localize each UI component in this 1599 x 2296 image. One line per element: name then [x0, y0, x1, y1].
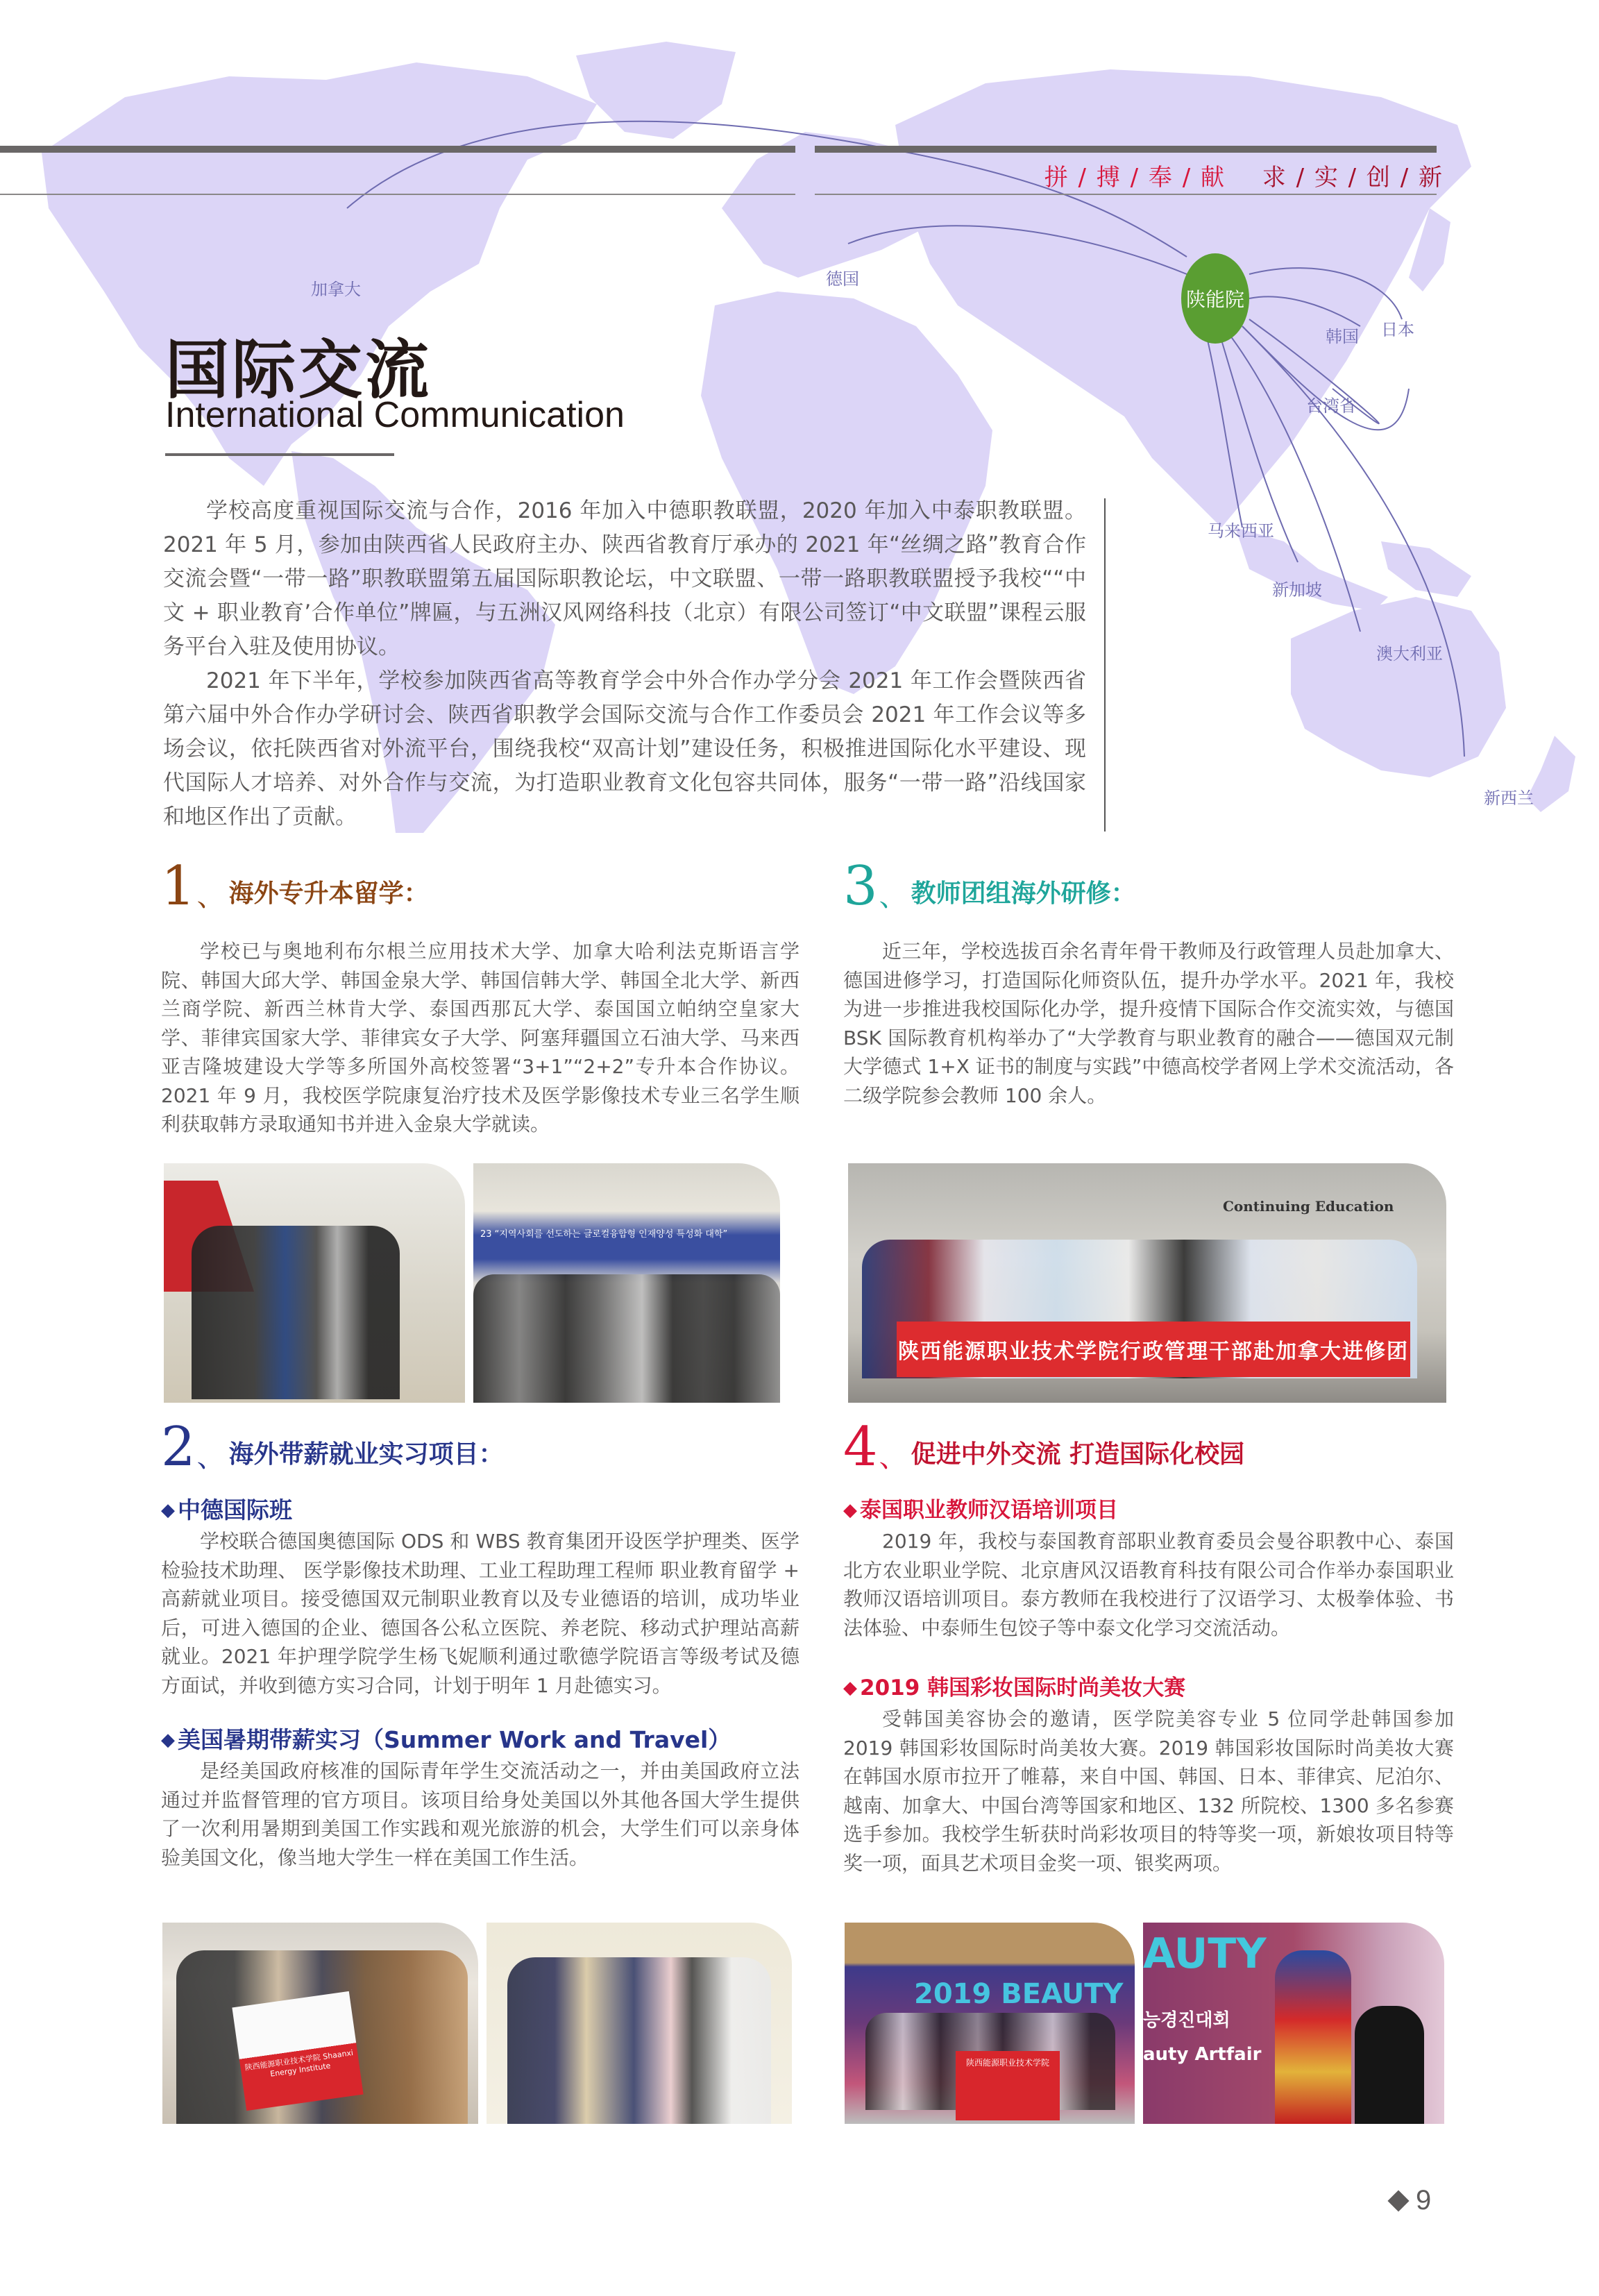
- map-label-new-zealand: 新西兰: [1484, 788, 1534, 808]
- section-1-paragraph: 学校已与奥地利布尔根兰应用技术大学、加拿大哈利法克斯语言学院、韩国大邱大学、韩国金泉大学、韩国信韩大学、韩国全北大学、新西兰商学院、新西兰林肯大学、泰国西那瓦大学、泰国国立帕纳空皇家大学、菲律宾国家大学、菲律宾女子大学、阿塞拜疆国立石油大学、马来西亚吉隆坡建设大学等多所国外高校签署“3+1”“2+2”专升本合作协议。2021 年 9 月，我校医学院康复治疗技术及医学影像技术专业三名学生顺利获取韩方录取通知书并进入金泉大学就读。: [161, 940, 800, 1136]
- subsection-sino-german-class: [161, 1494, 800, 1527]
- section-3-body: [843, 937, 1454, 1110]
- subsection-1-body: [161, 1527, 800, 1700]
- diamond-bullet-icon: ◆: [843, 1678, 857, 1698]
- photo-banner: 陕西能源职业技术学院行政管理干部赴加拿大进修团: [897, 1322, 1410, 1377]
- school-motto: [1044, 158, 1444, 192]
- subsection-thai-teacher-training: [843, 1494, 1454, 1527]
- photo-korea-university: [473, 1163, 780, 1403]
- photo-student-makeup-artist: [1355, 2006, 1424, 2124]
- subsection-2-body: [161, 1757, 800, 1872]
- diamond-bullet-icon: ◆: [843, 1500, 857, 1521]
- map-label-korea: 韩国: [1326, 327, 1359, 346]
- photo-people-group: [473, 1274, 780, 1403]
- photo-backdrop-text: AUTY: [1143, 1930, 1267, 1978]
- intro-paragraph: 2021 年下半年，学校参加陕西省高等教育学会中外合作办学分会 2021 年工作会暨陕西省第六届中外合作办学研讨会、陕西省职教学会国际交流与合作工作委员会 2021 年工作会议等多场会议，依托陕西省对外流平台，围绕我校“双高计划”建设任务，积极推进国际化水平建设、现代国际人才培养、对外合作与交流，为打造职业教育文化包容共同体，服务“一带一路”沿线国家和地区作出了贡献。: [163, 668, 1086, 829]
- map-label-singapore: 新加坡: [1272, 580, 1322, 600]
- subsection-2-body: [843, 1705, 1454, 1877]
- section-1-heading: [161, 855, 800, 918]
- heading-separator: 、: [879, 1442, 907, 1474]
- motto-right: 求 / 实 / 创 / 新: [1262, 164, 1444, 192]
- page-title-en: International Communication: [165, 395, 625, 435]
- section-4-heading: [843, 1416, 1454, 1478]
- photo-people-group: [507, 1957, 771, 2124]
- section-number: 4: [843, 1416, 878, 1478]
- section-3-photos: [848, 1163, 1446, 1403]
- map-label-germany: 德国: [826, 269, 859, 289]
- heading-separator: 、: [196, 881, 225, 913]
- motto-left: 拼 / 搏 / 奉 / 献: [1044, 164, 1226, 192]
- photo-backdrop-korean: 능경진대회: [1143, 2010, 1230, 2031]
- page-number-value: 9: [1416, 2185, 1432, 2215]
- section-3-heading: [843, 855, 1454, 918]
- heading-separator: 、: [196, 1442, 225, 1474]
- section-4-photos: [845, 1923, 1444, 2124]
- section-3: [843, 855, 1454, 1110]
- page-number: [1391, 2185, 1431, 2216]
- photo-students-with-teachers: [487, 1923, 792, 2124]
- photo-building-sign: Continuing Education: [1223, 1198, 1394, 1215]
- photo-backdrop-artfair: auty Artfair: [1143, 2044, 1262, 2065]
- photo-banner: 陕西能源职业技术学院: [956, 2051, 1060, 2120]
- photo-airport-students: [162, 1923, 478, 2124]
- subsection-title: 泰国职业教师汉语培训项目: [860, 1498, 1118, 1523]
- section-1-body: [161, 937, 800, 1139]
- header-thin-rule-right: [815, 194, 1437, 195]
- photo-sign-text: 23 “지역사회를 선도하는 글로컬융합형 인재양성 특성화 대학”: [480, 1229, 728, 1240]
- map-label-japan: 日本: [1381, 320, 1414, 339]
- flag-text: 陕西能源职业技术学院 Shaanxi Energy Institute: [244, 2048, 354, 2079]
- photo-canada-delegation: [848, 1163, 1446, 1403]
- photo-beauty-award: [845, 1923, 1135, 2124]
- intro-text: [163, 494, 1086, 834]
- section-2-heading: [161, 1416, 800, 1478]
- subsection-title: 美国暑期带薪实习（Summer Work and Travel）: [178, 1726, 731, 1753]
- section-2-photos: [162, 1923, 792, 2124]
- section-1-photos: [164, 1163, 780, 1403]
- header-rule-right: [815, 146, 1437, 153]
- subsection-2-paragraph: 是经美国政府核准的国际青年学生交流活动之一，并由美国政府立法通过并监督管理的官方项目。该项目给身处美国以外其他各国大学生提供了一次利用暑期到美国工作实践和观光旅游的机会，大学生们可以亲身体验美国文化，像当地大学生一样在美国工作生活。: [161, 1759, 800, 1869]
- section-1: [161, 855, 800, 1139]
- diamond-bullet-icon: ◆: [161, 1500, 175, 1521]
- page-title-cn: 国际交流: [165, 333, 432, 407]
- map-label-australia: 澳大利亚: [1376, 644, 1443, 664]
- heading-separator: 、: [879, 881, 907, 913]
- header-rule-left: [0, 146, 795, 153]
- diamond-bullet-icon: ◆: [161, 1730, 175, 1750]
- subsection-1-body: [843, 1527, 1454, 1642]
- photo-costume-model: [1275, 1950, 1351, 2124]
- photo-people-group: [192, 1226, 400, 1399]
- map-label-malaysia: 马来西亚: [1208, 521, 1274, 541]
- section-3-paragraph: 近三年，学校选拔百余名青年骨干教师及行政管理人员赴加拿大、德国进修学习，打造国际化师资队伍，提升办学水平。2021 年，我校为进一步推进我校国际化办学，提升疫情下国际合作交流实效，与德国 BSK 国际教育机构举办了“大学教育与职业教育的融合——德国双元制大学德式 1+X 证书的制度与实践”中德高校学者网上学术交流活动，各二级学院参会教师 100 余人。: [843, 940, 1454, 1107]
- section-4: [843, 1416, 1454, 1877]
- title-underline: [165, 453, 394, 456]
- subsection-1-paragraph: 学校联合德国奥德国际 ODS 和 WBS 教育集团开设医学护理类、医学检验技术助理、 医学影像技术助理、工业工程助理工程师 职业教育留学 + 高薪就业项目。接受德国双元制职业教育以及专业德语的培训，成功毕业后，可进入德国的企业、德国各公私立医院、养老院、移动式护理站高薪就业。2021 年护理学院学生杨飞妮顺利通过歌德学院语言等级考试及德方面试，并收到德方实习合同，计划于明年 1 月赴德实习。: [161, 1530, 800, 1697]
- map-label-canada: 加拿大: [311, 280, 361, 299]
- section-number: 1: [161, 855, 196, 918]
- subsection-title: 2019 韩国彩妆国际时尚美妆大赛: [860, 1675, 1186, 1700]
- section-title: 促进中外交流 打造国际化校园: [911, 1440, 1245, 1469]
- diamond-icon: [1387, 2190, 1409, 2211]
- subsection-summer-work-travel: [161, 1723, 800, 1757]
- section-title: 海外专升本留学：: [228, 879, 429, 908]
- header-thin-rule-left: [0, 194, 795, 195]
- section-title: 海外带薪就业实习项目：: [228, 1440, 504, 1469]
- subsection-2-paragraph: 受韩国美容协会的邀请，医学院美容专业 5 位同学赴韩国参加 2019 韩国彩妆国际时尚美妆大赛。2019 韩国彩妆国际时尚美妆大赛在韩国水原市拉开了帷幕，来自中国、韩国、日本、菲律宾、尼泊尔、越南、加拿大、中国台湾等国家和地区、132 所院校、1300 多名参赛选手参加。我校学生斩获时尚彩妆项目的特等奖一项，新娘妆项目特等奖一项，面具艺术项目金奖一项、银奖两项。: [843, 1707, 1454, 1875]
- map-hub-school: [1181, 253, 1249, 344]
- subsection-korea-beauty-contest: [843, 1671, 1454, 1705]
- section-2: [161, 1416, 800, 1872]
- subsection-title: 中德国际班: [178, 1496, 292, 1523]
- photo-school-flag: [232, 1991, 363, 2111]
- photo-backdrop-text: 2019 BEAUTY: [914, 1978, 1124, 2010]
- photo-partner-visit: [164, 1163, 465, 1403]
- subsection-1-paragraph: 2019 年，我校与泰国教育部职业教育委员会曼谷职教中心、泰国北方农业职业学院、北京唐风汉语教育科技有限公司合作举办泰国职业教师汉语培训项目。泰方教师在我校进行了汉语学习、太极拳体验、书法体验、中泰师生包饺子等中泰文化学习交流活动。: [843, 1530, 1454, 1639]
- section-number: 2: [161, 1416, 196, 1478]
- intro-paragraph: 学校高度重视国际交流与合作，2016 年加入中德职教联盟，2020 年加入中泰职教联盟。2021 年 5 月，参加由陕西省人民政府主办、陕西省教育厅承办的 2021 年“丝绸之路”教育合作交流会暨“一带一路”职教联盟第五届国际职教论坛，中文联盟、一带一路职教联盟授予我校““中文 + 职业教育’合作单位”牌匾，与五洲汉风网络科技（北京）有限公司签订“中文联盟”课程云服务平台入驻及使用协议。: [163, 498, 1086, 659]
- photo-makeup-showcase: [1143, 1923, 1444, 2124]
- hub-label: 陕能院: [1185, 288, 1244, 311]
- section-title: 教师团组海外研修：: [911, 879, 1136, 908]
- section-number: 3: [843, 855, 878, 918]
- intro-divider: [1104, 498, 1106, 832]
- map-label-taiwan: 台湾省: [1306, 396, 1356, 416]
